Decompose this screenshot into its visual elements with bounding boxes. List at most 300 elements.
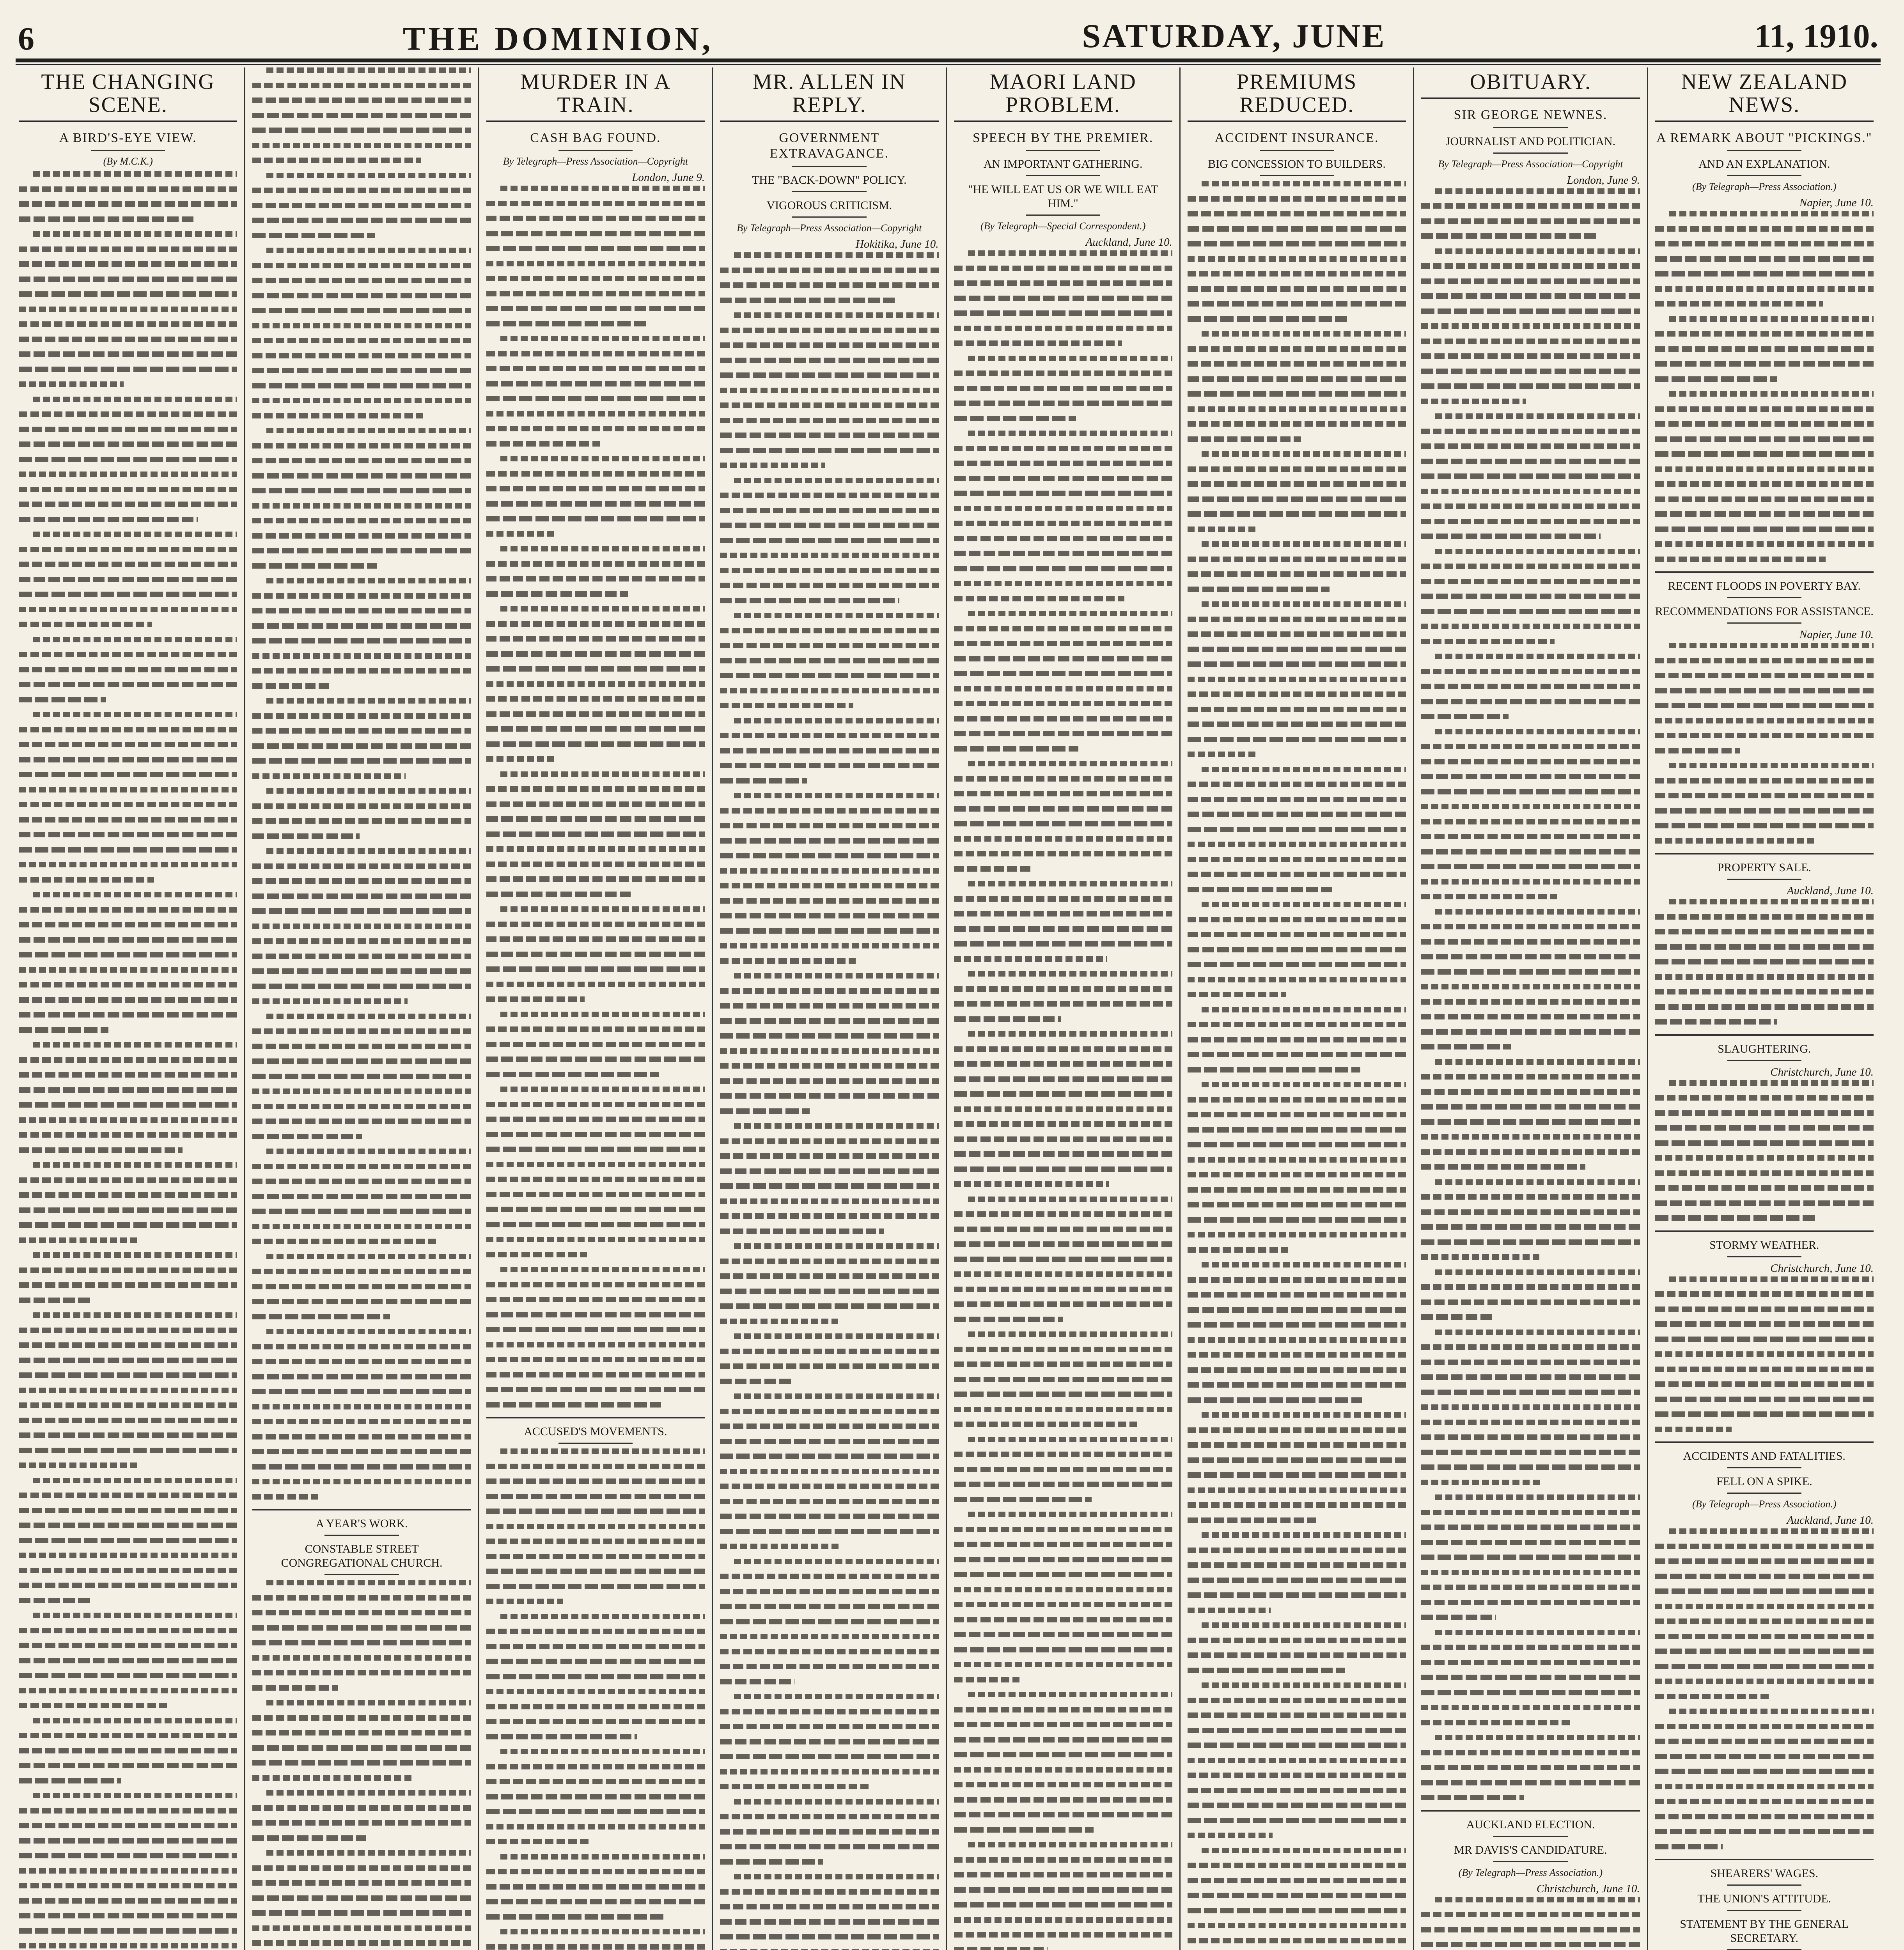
text-line [1188, 1487, 1406, 1493]
text-line [720, 1484, 938, 1489]
article-subhead: AND AN EXPLANATION. [1698, 158, 1830, 171]
text-line [954, 461, 1172, 466]
text-line [252, 1820, 471, 1826]
text-line [954, 1361, 1172, 1367]
text-line [486, 1599, 563, 1604]
text-line [954, 1317, 1063, 1322]
text-line [954, 386, 1172, 391]
article-subhead: CONSTABLE STREET CONGREGATIONAL CHURCH. [281, 1542, 443, 1569]
text-line [1421, 1690, 1640, 1695]
text-line [1421, 1119, 1640, 1125]
text-line [1655, 658, 1874, 663]
text-line [252, 1389, 471, 1394]
text-line [19, 246, 237, 252]
text-line [1421, 1660, 1640, 1665]
text-line [720, 748, 938, 753]
text-line [954, 701, 1172, 706]
text-line [954, 1181, 1109, 1187]
text-line [1188, 481, 1406, 487]
text-line [19, 1583, 237, 1588]
text-line [252, 893, 471, 899]
text-line [1188, 1893, 1406, 1898]
text-line [1655, 748, 1741, 753]
text-line [954, 821, 1172, 826]
text-line [954, 1257, 1172, 1262]
text-line [266, 1329, 471, 1334]
text-line [720, 1168, 938, 1174]
text-line [1202, 1412, 1406, 1418]
article [252, 67, 471, 1500]
text-line [1188, 1052, 1406, 1057]
text-line [1435, 1630, 1640, 1635]
subhead-divider [1727, 597, 1802, 598]
text-line [954, 641, 1172, 646]
text-line [33, 1042, 237, 1048]
article-subhead: THE "BACK-DOWN" POLICY. [752, 174, 907, 187]
text-line [1655, 989, 1874, 994]
text-line [1188, 1743, 1406, 1748]
text-line [720, 1574, 938, 1579]
text-line [1421, 954, 1640, 959]
text-line [1188, 496, 1406, 502]
text-line [720, 1634, 938, 1639]
text-line [954, 1046, 1172, 1052]
text-line [1655, 1814, 1874, 1819]
subhead-divider [558, 150, 633, 151]
text-line [1188, 647, 1406, 652]
text-line [266, 67, 471, 73]
text-line [252, 383, 471, 388]
text-line [486, 922, 705, 927]
text-line [1188, 677, 1406, 682]
text-line [266, 848, 471, 854]
text-line [954, 446, 1172, 451]
text-line [1655, 718, 1874, 723]
article-subhead: ACCIDENTS AND FATALITIES. [1683, 1450, 1845, 1463]
text-line [954, 491, 1172, 496]
text-line [19, 607, 237, 612]
text-line [486, 1539, 705, 1544]
text-line [486, 1312, 705, 1317]
text-line [954, 731, 1172, 736]
text-line [1188, 436, 1301, 442]
text-line [252, 1925, 471, 1931]
text-line [19, 682, 237, 687]
text-line [1421, 744, 1640, 749]
text-line [1655, 974, 1874, 980]
text-line [1188, 1382, 1406, 1388]
text-line [19, 1703, 167, 1708]
text-line [1421, 1750, 1640, 1755]
text-line [720, 913, 938, 918]
text-line [1655, 1381, 1874, 1387]
article-dateline: Christchurch, June 10. [1770, 1065, 1874, 1078]
text-line [500, 336, 705, 341]
text-line [486, 441, 600, 447]
text-line [954, 340, 1122, 346]
text-line [1188, 1322, 1406, 1328]
text-line [1655, 1799, 1874, 1804]
text-line [1655, 557, 1826, 562]
text-line [486, 786, 705, 792]
text-line [954, 1797, 1172, 1803]
text-line [19, 1508, 237, 1513]
text-line [1655, 1754, 1874, 1759]
text-line [19, 1102, 237, 1108]
subhead-divider [792, 166, 867, 167]
text-line [1421, 1705, 1640, 1710]
text-line [1188, 1652, 1406, 1658]
text-line [1421, 1194, 1640, 1200]
text-line [1655, 1095, 1874, 1101]
text-line [954, 1707, 1172, 1712]
article-subhead: A YEAR'S WORK. [316, 1517, 408, 1530]
text-line [1188, 1187, 1406, 1193]
text-line [486, 381, 705, 386]
article-dateline: Christchurch, June 10. [1536, 1882, 1640, 1895]
text-line [1421, 1014, 1640, 1019]
text-line [252, 954, 471, 959]
section-divider [1655, 853, 1874, 854]
text-line [1435, 1269, 1640, 1275]
text-line [252, 1494, 318, 1500]
text-line [1421, 1239, 1640, 1245]
text-line [19, 1268, 237, 1273]
article [486, 71, 705, 1408]
text-line [1655, 1155, 1874, 1161]
text-line [19, 907, 237, 913]
article [1421, 1810, 1640, 1950]
text-line [1188, 421, 1406, 427]
text-line [720, 372, 938, 378]
text-line [486, 982, 705, 987]
article-subhead: CASH BAG FOUND. [530, 130, 661, 145]
text-line [19, 517, 198, 522]
text-line [252, 143, 471, 148]
text-line [954, 266, 1172, 271]
text-line [486, 591, 628, 597]
text-line [19, 337, 237, 342]
text-line [1188, 1517, 1317, 1523]
text-line [19, 1913, 237, 1918]
text-line [1655, 421, 1874, 427]
text-line [1188, 1247, 1288, 1253]
text-line [252, 1910, 471, 1916]
article-subhead: GOVERNMENT EXTRAVAGANCE. [769, 130, 889, 161]
text-line [19, 697, 106, 702]
subhead-divider [1026, 214, 1100, 216]
column-6 [1179, 67, 1413, 1950]
text-line [252, 113, 471, 118]
text-line [1655, 1784, 1874, 1789]
text-line [954, 1527, 1172, 1532]
text-line [1421, 1254, 1539, 1260]
text-line [954, 1542, 1172, 1547]
text-line [1421, 714, 1509, 719]
text-line [720, 1604, 938, 1609]
text-line [954, 1166, 1172, 1172]
text-line [252, 1640, 471, 1645]
article-dateline: Napier, June 10. [1799, 197, 1874, 209]
text-line [19, 1087, 237, 1093]
article [19, 71, 237, 1950]
text-line [486, 801, 705, 807]
text-line [252, 1895, 471, 1901]
text-line [954, 1377, 1172, 1382]
text-line [486, 936, 705, 942]
text-line [1188, 361, 1406, 367]
text-line [33, 1613, 237, 1618]
text-line [252, 1028, 471, 1034]
text-line [954, 1151, 1172, 1157]
text-line [19, 1117, 237, 1123]
text-line [954, 416, 1076, 421]
text-line [486, 952, 705, 957]
text-line [19, 847, 237, 853]
subhead-divider [1727, 622, 1802, 624]
text-line [1202, 601, 1406, 607]
text-line [252, 863, 471, 869]
text-line [1655, 1321, 1874, 1327]
text-line [1421, 564, 1640, 569]
text-line [720, 1769, 938, 1774]
text-line [1188, 1022, 1406, 1027]
subhead-divider [792, 191, 867, 192]
text-line [19, 1192, 237, 1198]
text-line [1655, 301, 1823, 307]
text-line [486, 1554, 705, 1559]
text-line [720, 418, 938, 423]
text-line [1421, 503, 1640, 509]
text-line [1421, 1360, 1640, 1365]
text-line [19, 1282, 237, 1288]
article-subhead: SIR GEORGE NEWNES. [1454, 107, 1608, 122]
text-line [486, 516, 705, 521]
text-line [19, 1538, 237, 1543]
subhead-divider [1727, 1493, 1802, 1494]
text-line [500, 1929, 705, 1934]
text-line [252, 1104, 471, 1109]
text-line [1188, 631, 1406, 637]
article-subhead: ACCIDENT INSURANCE. [1214, 130, 1379, 145]
text-line [252, 233, 375, 238]
text-line [252, 1730, 471, 1736]
text-line [19, 592, 237, 597]
text-line [486, 681, 705, 687]
text-line [1202, 902, 1406, 907]
text-line [954, 1812, 1172, 1817]
text-line [1188, 511, 1406, 517]
text-line [1421, 699, 1640, 704]
text-line [486, 1509, 705, 1514]
text-line [252, 998, 408, 1004]
text-line [1655, 1367, 1874, 1372]
text-line [33, 171, 237, 177]
text-line [1421, 924, 1640, 929]
text-line [486, 1584, 705, 1589]
text-line [1435, 248, 1640, 254]
text-line [252, 1805, 471, 1811]
text-line [1669, 1528, 1874, 1534]
text-line [1655, 226, 1874, 232]
text-line [954, 1602, 1172, 1607]
text-line [720, 1784, 869, 1789]
text-line [19, 381, 124, 387]
text-line [720, 328, 938, 333]
text-line [486, 1222, 705, 1227]
text-line [1188, 1097, 1406, 1103]
text-line [486, 1282, 705, 1287]
text-line [734, 1694, 938, 1699]
text-line [1188, 932, 1406, 937]
text-line [19, 441, 237, 447]
text-line [1421, 1029, 1640, 1035]
text-line [1421, 1525, 1640, 1530]
text-line [1188, 1442, 1406, 1448]
text-line [1655, 1588, 1874, 1594]
text-line [486, 696, 705, 702]
text-line [1655, 376, 1778, 382]
text-line [266, 1700, 471, 1705]
text-line [1421, 339, 1640, 344]
text-line [1188, 1548, 1406, 1553]
section-divider [1655, 1230, 1874, 1232]
text-line [19, 1222, 237, 1228]
text-line [1188, 617, 1406, 622]
text-line [252, 458, 471, 463]
text-line [19, 1298, 91, 1303]
text-line [1421, 939, 1640, 945]
text-line [19, 982, 237, 987]
text-line [19, 1523, 237, 1528]
text-line [1435, 909, 1640, 915]
text-line [1655, 914, 1874, 920]
text-line [720, 1033, 938, 1039]
text-line [252, 638, 471, 644]
text-line [720, 1003, 938, 1009]
text-line [1655, 1844, 1723, 1849]
text-line [486, 1372, 705, 1377]
text-line [720, 463, 825, 468]
text-line [486, 1192, 705, 1197]
text-line [1188, 1457, 1406, 1463]
text-line [1421, 383, 1640, 389]
masthead [16, 12, 1881, 58]
text-line [954, 1482, 1172, 1487]
text-line [720, 733, 938, 738]
article [1655, 1859, 1874, 1950]
text-line [734, 793, 938, 798]
text-line [720, 448, 938, 453]
issue-day: SATURDAY, JUNE [1082, 17, 1386, 55]
text-line [1655, 1829, 1874, 1834]
text-line [1188, 346, 1406, 352]
columns [16, 67, 1881, 1950]
text-line [954, 1632, 1172, 1637]
text-line [720, 1619, 938, 1624]
article-subhead: AUCKLAND ELECTION. [1466, 1818, 1595, 1831]
text-line [252, 1595, 471, 1601]
text-line [486, 741, 705, 747]
text-line [954, 1271, 1172, 1277]
text-line [1188, 1818, 1406, 1823]
text-line [954, 370, 1172, 376]
text-line [19, 1177, 237, 1183]
text-line [720, 1754, 938, 1759]
text-line [486, 486, 705, 491]
text-line [720, 958, 855, 964]
text-line [1188, 526, 1255, 532]
article-body [1655, 899, 1874, 1025]
text-line [19, 307, 237, 312]
article-headline: MAORI LAND PROBLEM. [954, 71, 1172, 122]
text-line [1188, 857, 1406, 862]
article [486, 1417, 705, 1950]
section-divider [252, 1509, 471, 1510]
text-line [1188, 1562, 1406, 1568]
text-line [252, 1685, 338, 1691]
text-line [1421, 639, 1555, 644]
text-line [252, 488, 471, 493]
text-line [954, 1301, 1172, 1307]
text-line [33, 1312, 237, 1318]
text-line [19, 1057, 237, 1063]
text-line [1202, 1532, 1406, 1538]
text-line [1655, 466, 1874, 472]
text-line [1655, 361, 1874, 367]
masthead-rule [16, 58, 1881, 62]
text-line [1202, 1848, 1406, 1853]
text-line [954, 1947, 1048, 1950]
text-line [1188, 587, 1330, 592]
text-line [1421, 1104, 1640, 1110]
text-line [19, 216, 196, 222]
text-line [500, 546, 705, 551]
text-line [1421, 624, 1640, 629]
text-line [954, 911, 1172, 916]
text-line [954, 776, 1172, 782]
text-line [954, 1001, 1172, 1007]
text-line [1188, 842, 1406, 847]
text-line [1421, 218, 1640, 224]
article-body [1188, 181, 1406, 1950]
text-line [720, 1273, 938, 1279]
text-line [1655, 1679, 1874, 1684]
text-line [954, 581, 1172, 586]
text-line [968, 356, 1172, 361]
text-line [500, 1087, 705, 1092]
article-subhead: SLAUGHTERING. [1718, 1042, 1811, 1055]
text-line [1655, 286, 1874, 292]
text-line [1202, 1682, 1406, 1688]
text-line [19, 186, 237, 192]
text-line [954, 401, 1172, 406]
column-2 [244, 67, 478, 1950]
text-line [1188, 1698, 1406, 1703]
text-line [1421, 473, 1640, 479]
text-line [1188, 1217, 1406, 1223]
text-line [266, 1149, 471, 1154]
text-line [1188, 1578, 1406, 1583]
text-line [1188, 1157, 1406, 1163]
text-line [19, 1658, 237, 1663]
text-line [19, 1763, 237, 1768]
section-divider [1655, 1859, 1874, 1860]
text-line [19, 351, 237, 357]
text-line [954, 1422, 1138, 1427]
text-line [954, 941, 1172, 947]
text-line [1655, 1019, 1778, 1025]
